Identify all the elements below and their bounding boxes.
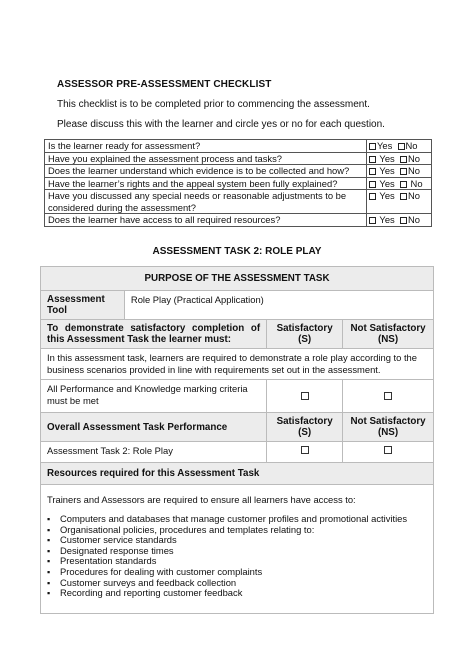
checklist-row (45, 214, 432, 227)
resource-item: ▪ Presentation standards (47, 556, 427, 567)
checklist-question: Does the learner understand which evidence is to be collected and how? (45, 165, 367, 178)
no-label: No (407, 152, 420, 164)
yes-no-cell (367, 190, 432, 214)
yes-no-cell (367, 177, 432, 190)
yes-no-cell (367, 152, 432, 165)
no-label: No (407, 177, 423, 189)
task-not-satisfactory-checkbox[interactable] (343, 442, 434, 463)
satisfactory-header: Satisfactory (S) (267, 320, 343, 349)
no-label: No (407, 190, 420, 201)
yes-option[interactable] (369, 153, 395, 164)
no-label: No (407, 165, 420, 176)
yes-label: Yes (377, 214, 395, 225)
resource-item: ▪ Recording and reporting customer feedback (47, 588, 427, 599)
resources-cell (41, 485, 434, 614)
yes-option[interactable] (369, 178, 395, 189)
not-satisfactory-header: Not Satisfactory (NS) (343, 320, 434, 349)
demonstrate-heading: To demonstrate satisfactory completion of this Assessment Task the learner must: (41, 320, 267, 349)
no-option[interactable] (400, 178, 423, 189)
checklist-title: ASSESSOR PRE-ASSESSMENT CHECKLIST (57, 79, 272, 90)
checklist-row (45, 190, 432, 214)
no-option[interactable] (398, 140, 418, 151)
checklist-question: Have the learner’s rights and the appeal system been fully explained? (45, 177, 367, 190)
resource-item: ▪ Designated response times (47, 546, 427, 557)
no-label: No (405, 140, 418, 151)
yes-no-cell (367, 214, 432, 227)
yes-option[interactable] (369, 190, 395, 201)
criteria-not-satisfactory-checkbox[interactable] (343, 380, 434, 413)
checklist-row (45, 140, 432, 153)
checkbox-icon (400, 217, 407, 224)
resource-item: ▪ Organisational policies, procedures and templates relating to: (47, 525, 427, 536)
resource-item: ▪ Computers and databases that manage customer profiles and promotional activities (47, 514, 427, 525)
task-description: In this assessment task, learners are required to demonstrate a role play according to the business scenarios provided in line with requirements set out in the assessment. (41, 349, 434, 380)
checklist-question: Have you discussed any special needs or reasonable adjustments to be considered during the assessment? (45, 190, 367, 214)
no-label: No (407, 214, 420, 225)
checkbox-icon (369, 168, 376, 175)
yes-label: Yes (377, 152, 395, 164)
yes-label: Yes (377, 190, 395, 201)
resource-item: ▪ Customer surveys and feedback collection (47, 578, 427, 589)
checkbox-icon (384, 392, 392, 400)
assessment-tool-label: Assessment Tool (41, 291, 125, 320)
checkbox-icon (369, 193, 376, 200)
assessment-task-table (40, 266, 434, 614)
checklist-row (45, 152, 432, 165)
checkbox-icon (301, 446, 309, 454)
resources-intro: Trainers and Assessors are required to ensure all learners have access to: (47, 494, 356, 505)
overall-not-satisfactory-header: Not Satisfactory (NS) (343, 413, 434, 442)
checklist-question: Does the learner have access to all required resources? (45, 214, 367, 227)
resources-list (47, 514, 427, 599)
checkbox-icon (400, 168, 407, 175)
no-option[interactable] (400, 153, 420, 164)
purpose-title: PURPOSE OF THE ASSESSMENT TASK (41, 267, 434, 291)
yes-no-cell (367, 140, 432, 153)
checkbox-icon (301, 392, 309, 400)
checkbox-icon (369, 143, 376, 150)
checklist-row (45, 177, 432, 190)
task-row-label: Assessment Task 2: Role Play (41, 442, 267, 463)
yes-label: Yes (377, 177, 395, 189)
checklist-row (45, 165, 432, 178)
checkbox-icon (400, 181, 407, 188)
yes-option[interactable] (369, 165, 395, 176)
resource-item: ▪ Procedures for dealing with customer complaints (47, 567, 427, 578)
resources-title: Resources required for this Assessment Task (41, 463, 434, 485)
checkbox-icon (369, 181, 376, 188)
checkbox-icon (400, 156, 407, 163)
checkbox-icon (398, 143, 405, 150)
overall-satisfactory-header: Satisfactory (S) (267, 413, 343, 442)
checkbox-icon (400, 193, 407, 200)
yes-option[interactable] (369, 214, 395, 225)
checklist-question: Have you explained the assessment process and tasks? (45, 152, 367, 165)
yes-no-cell (367, 165, 432, 178)
no-option[interactable] (400, 190, 420, 201)
yes-option[interactable] (369, 140, 392, 151)
no-option[interactable] (400, 214, 420, 225)
no-option[interactable] (400, 165, 420, 176)
resource-item: ▪ Customer service standards (47, 535, 427, 546)
yes-label: Yes (377, 140, 393, 151)
checkbox-icon (369, 156, 376, 163)
task-heading: ASSESSMENT TASK 2: ROLE PLAY (152, 246, 322, 257)
pre-assessment-checklist-table (44, 139, 432, 227)
criteria-satisfactory-checkbox[interactable] (267, 380, 343, 413)
yes-label: Yes (377, 165, 395, 176)
checkbox-icon (384, 446, 392, 454)
checklist-question: Is the learner ready for assessment? (45, 140, 367, 153)
task-satisfactory-checkbox[interactable] (267, 442, 343, 463)
checklist-intro-2: Please discuss this with the learner and circle yes or no for each question. (57, 119, 385, 130)
checklist-intro-1: This checklist is to be completed prior to commencing the assessment. (57, 99, 370, 110)
overall-performance-label: Overall Assessment Task Performance (41, 413, 267, 442)
checkbox-icon (369, 217, 376, 224)
assessment-tool-value: Role Play (Practical Application) (124, 291, 433, 320)
criteria-text: All Performance and Knowledge marking criteria must be met (41, 380, 267, 413)
